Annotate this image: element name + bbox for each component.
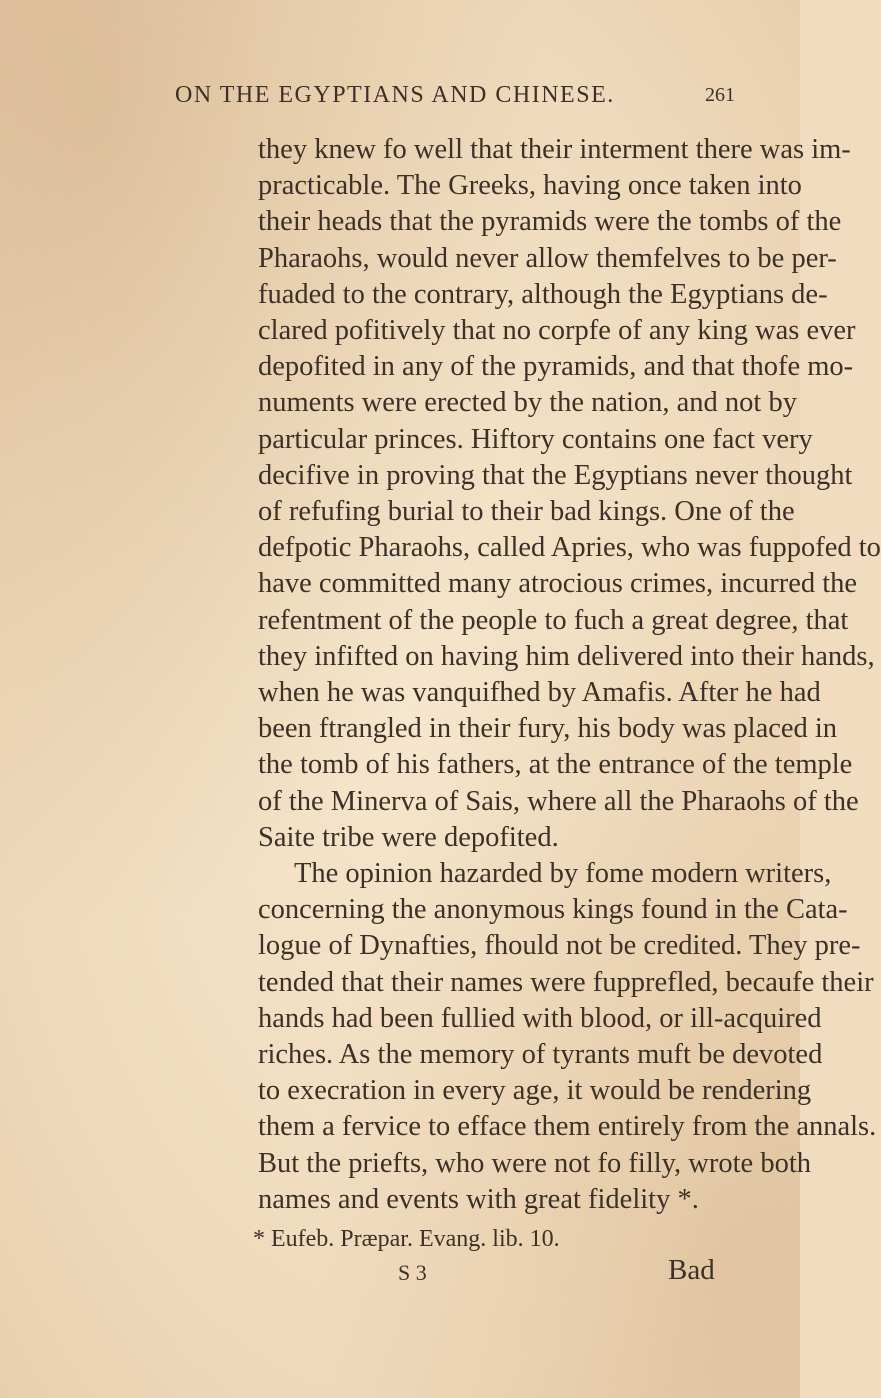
text-line: riches. As the memory of tyrants muft be devoted (258, 1039, 823, 1070)
text-line: have committed many atrocious crimes, incurred the (258, 568, 858, 600)
text-line: decifive in proving that the Egyptians never thought (258, 459, 853, 491)
text-line: they infifted on having him delivered into their hands, (258, 640, 875, 672)
text-line: refentment of the people to fuch a great degree, that (258, 604, 849, 636)
footnote: * Eufeb. Præpar. Evang. lib. 10. (253, 1226, 560, 1252)
text-line: Pharaohs, would never allow themfelves to be per- (258, 242, 837, 274)
text-line: of refufing burial to their bad kings. One of the (258, 496, 795, 527)
text-line: they knew fo well that their interment there was im- (258, 134, 851, 165)
text-line: particular princes. Hiftory contains one fact very (258, 423, 813, 455)
text-line: concerning the anonymous kings found in the Cata- (258, 894, 848, 926)
text-line: tended that their names were fupprefled, becaufe their (258, 966, 874, 998)
text-line: But the priefts, who were not fo filly, wrote both (258, 1147, 811, 1179)
page-header (175, 82, 735, 122)
text-line: Saite tribe were depofited. (258, 821, 559, 853)
text-line: hands had been fullied with blood, or ill-acquired (258, 1002, 822, 1034)
text-line: clared pofitively that no corpfe of any king was ever (258, 315, 856, 346)
text-line: The opinion hazarded by fome modern writers, (294, 858, 832, 889)
text-line: practicable. The Greeks, having once taken into (258, 170, 802, 202)
text-line: to execration in every age, it would be rendering (258, 1075, 812, 1107)
text-line: defpotic Pharaohs, called Apries, who was fuppofed to (258, 532, 881, 564)
text-line: their heads that the pyramids were the tombs of the (258, 206, 842, 238)
text-line: of the Minerva of Sais, where all the Pharaohs of the (258, 785, 859, 817)
catchword: Bad (668, 1254, 715, 1286)
text-line: numents were erected by the nation, and not by (258, 387, 797, 419)
text-line: when he was vanquifhed by Amafis. After he had (258, 677, 821, 708)
page-number: 261 (705, 84, 735, 106)
running-title: ON THE EGYPTIANS AND CHINESE. (175, 82, 615, 108)
signature-mark: S 3 (398, 1260, 427, 1285)
text-line: fuaded to the contrary, although the Egyptians de- (258, 278, 828, 310)
text-line: the tomb of his fathers, at the entrance of the temple (258, 749, 853, 781)
text-line: been ftrangled in their fury, his body was placed in (258, 713, 838, 745)
text-line: names and events with great fidelity *. (258, 1183, 699, 1215)
text-line: logue of Dynafties, fhould not be credited. They pre- (258, 930, 861, 962)
text-line: them a fervice to efface them entirely from the annals. (258, 1111, 877, 1143)
text-line: depofited in any of the pyramids, and that thofe mo- (258, 351, 854, 383)
